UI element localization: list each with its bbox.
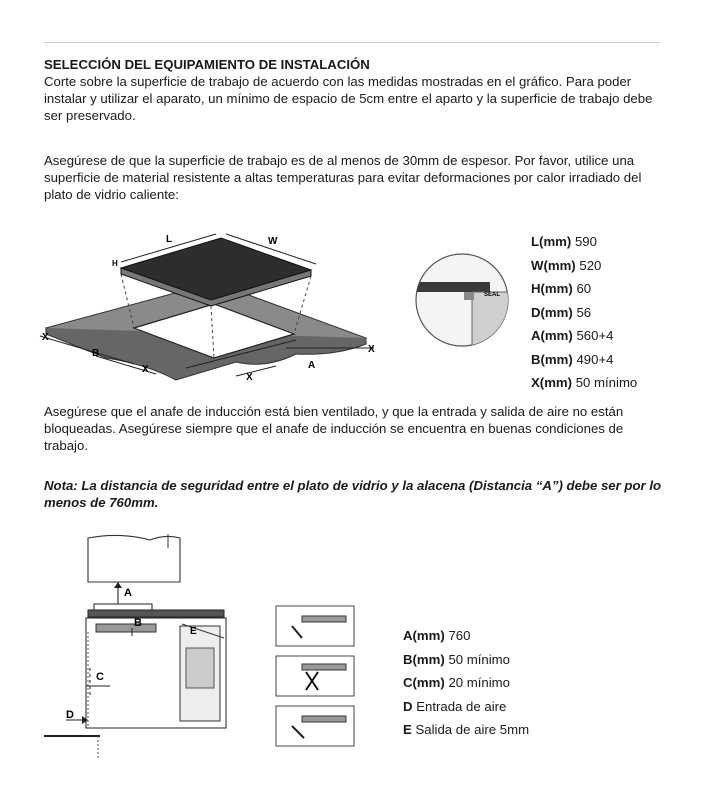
fig2-label-D: D [66,709,74,721]
vent-panel-correct-top [276,606,354,646]
vent-panel-correct-bottom [276,706,354,746]
hob-glass [121,238,311,300]
seal-label: SEAL [484,292,501,298]
label-X-bottom: X [142,364,149,375]
spec-row-W: W(mm) 520 [531,257,602,273]
spec-row-H: H(mm) 60 [531,281,592,296]
fig2-label-B: B [134,617,142,629]
label-B: B [92,348,100,359]
cutout-diagram [36,228,396,388]
label-X-left: X [42,332,49,343]
spec-row-D: D(mm) 56 [531,304,592,320]
spec-row-A: A(mm) 560+4 [531,328,614,343]
fig2-spec-E: E Salida de aire 5mm [403,722,530,737]
installation-diagram [40,528,260,768]
installation-spec-list [403,624,529,742]
intro-paragraph [44,56,664,124]
vent-detail-panels [272,602,358,752]
label-A: A [308,360,316,371]
label-L: L [166,234,173,245]
fig2-label-A: A [124,587,132,599]
fig2-spec-A: A(mm) 760 [403,628,471,643]
vent-panel-blocked [276,656,354,696]
fig2-label-C: C [96,671,104,683]
seal-detail-diagram [414,252,510,348]
label-X-right: X [368,344,375,355]
fig2-spec-C: C(mm) 20 mínimo [403,675,511,690]
fig2-label-E: E [190,626,197,637]
thickness-paragraph: Asegúrese de que la superficie de trabajo es de al menos de 30mm de espesor. Por favor, utilice una superficie de material resistente a altas temperaturas para evitar deformaciones por calor irradiado del plato de vidrio caliente: [44,153,642,202]
spec-row-B: B(mm) 490+4 [531,351,614,367]
cut-instructions-text: Corte sobre la superficie de trabajo de acuerdo con las medidas mostradas en el gráfico. Para poder instalar y utilizar el aparato, un mínimo de espacio de 5cm entre el aparto y la superficie de trabajo debe ser preservado. [44,74,653,123]
label-W: W [268,236,278,247]
top-divider [44,42,660,43]
hob-dimension-list [531,230,637,395]
fig2-spec-B: B(mm) 50 mínimo [403,651,511,667]
upper-cabinet [88,535,180,582]
fig2-spec-D: D Entrada de aire [403,698,507,714]
spec-row-X: X(mm) 50 mínimo [531,375,638,390]
label-X-center: X [246,372,253,383]
safety-note: Nota: La distancia de seguridad entre el plato de vidrio y la alacena (Distancia “A”) debe ser por lo menos de 760mm. [44,478,662,510]
ventilation-paragraph: Asegúrese que el anafe de inducción está bien ventilado, y que la entrada y salida de aire no están bloqueadas. Asegúrese siempre que el anafe de inducción se encuentra en buenas condiciones de trabajo. [44,404,624,453]
spec-row-L: L(mm) 590 [531,234,597,249]
section-title: SELECCIÓN DEL EQUIPAMIENTO DE INSTALACIÓN [44,57,370,72]
label-H: H [112,259,118,268]
